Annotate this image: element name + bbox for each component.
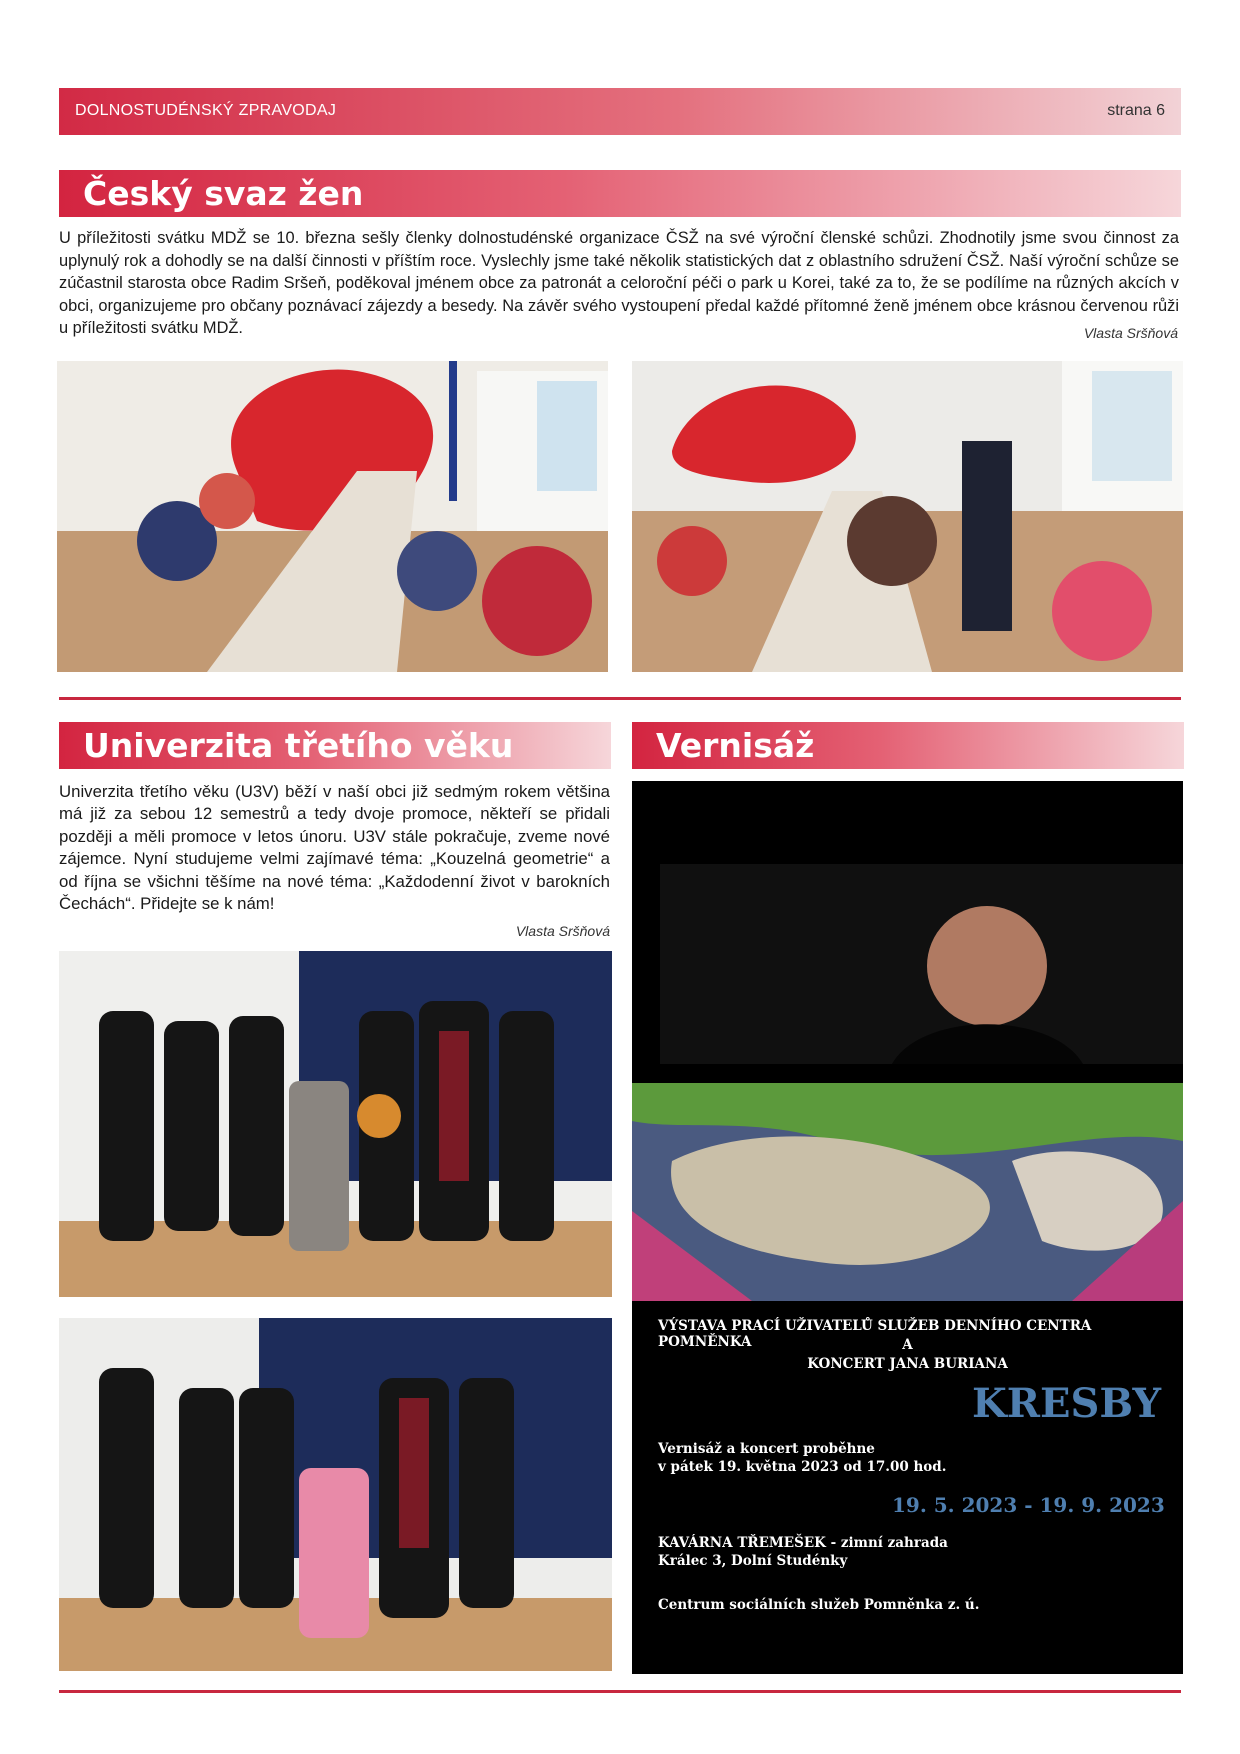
article-text-csz: U příležitosti svátku MDŽ se 10. března sešly členky dolnostudénské organizace ČSŽ na své výroční členské schůzi. Zhodnotily jsme svou činnost za uplynulý rok a dohodly se na další činnosti v příštím roce. Vyslechly jsme také několik statistických dat z oblastního sdružení ČSŽ. Naší výroční schůze se zúčastnil starosta obce Radim Sršeň, poděkoval jménem obce za patronát a celoroční péči o park u Korei, také za to, že se podílíme na různých akcích v obci, organizujeme pro občany poznávací zájezdy a besedy. Na závěr svého vystoupení předal každé přítomné ženě jménem obce krásnou červenou růži u příležitosti svátku MDŽ. xyxy=(59,229,1179,338)
poster-artwork xyxy=(632,781,1183,1301)
section-title: Český svaz žen xyxy=(83,174,364,213)
photo-u3v-2-art xyxy=(59,1318,612,1671)
vernisaz-poster xyxy=(632,781,1183,1674)
article-author-csz: Vlasta Sršňová xyxy=(1083,325,1178,341)
poster-headline: KRESBY xyxy=(972,1380,1162,1427)
article-text-u3v: Univerzita třetího věku (U3V) běží v naší obci již sedmým rokem většina má již za sebou 12 semestrů a tedy dvoje promoce, někteří se přidali později a měli promoce v letos únoru. U3V stále pokračuje, zveme nové zájemce. Nyní studujeme velmi zajímavé téma: „Kouzelná geometrie“ a od října se všichni těšíme na nové téma: „Každodenní život v barokních Čechách“. Přidejte se k nám! xyxy=(59,782,610,914)
poster-venue-1: KAVÁRNA TŘEMEŠEK - zimní zahrada xyxy=(658,1535,948,1551)
photo-u3v-graduation-1 xyxy=(59,951,612,1297)
article-author-u3v: Vlasta Sršňová xyxy=(515,923,610,939)
poster-venue-2: Králec 3, Dolní Studénky xyxy=(658,1553,848,1569)
section-title-bar-csz xyxy=(59,170,1181,217)
poster-info-1: Vernisáž a koncert proběhne xyxy=(658,1441,875,1457)
page-number: strana 6 xyxy=(1107,102,1165,119)
photo-u3v-graduation-2 xyxy=(59,1318,612,1671)
section-title-bar-vernisaz xyxy=(632,722,1184,769)
section-title: Univerzita třetího věku xyxy=(83,726,514,765)
poster-line-1: VÝSTAVA PRACÍ UŽIVATELŮ SLUŽEB DENNÍHO CENTRA POMNĚNKA xyxy=(658,1318,1092,1350)
publication-name: DOLNOSTUDÉNSKÝ ZPRAVODAJ xyxy=(75,102,337,119)
poster-info-2: v pátek 19. května 2023 od 17.00 hod. xyxy=(658,1459,947,1475)
photo-u3v-1-art xyxy=(59,951,612,1297)
poster-line-3: KONCERT JANA BURIANA xyxy=(807,1356,1008,1372)
photo-csz-meeting-left xyxy=(57,361,608,672)
photo-csz-meeting-right xyxy=(632,361,1183,672)
section-title: Vernisáž xyxy=(656,726,815,765)
poster-dates: 19. 5. 2023 - 19. 9. 2023 xyxy=(892,1493,1165,1517)
photo-csz-left-art xyxy=(57,361,608,672)
page-bottom-divider xyxy=(59,1690,1181,1693)
poster-line-2: A xyxy=(902,1337,913,1353)
section-divider xyxy=(59,697,1181,700)
section-title-bar-u3v xyxy=(59,722,611,769)
photo-csz-right-art xyxy=(632,361,1183,672)
poster-organizer: Centrum sociálních služeb Pomněnka z. ú. xyxy=(658,1597,980,1613)
page-header xyxy=(59,88,1181,135)
